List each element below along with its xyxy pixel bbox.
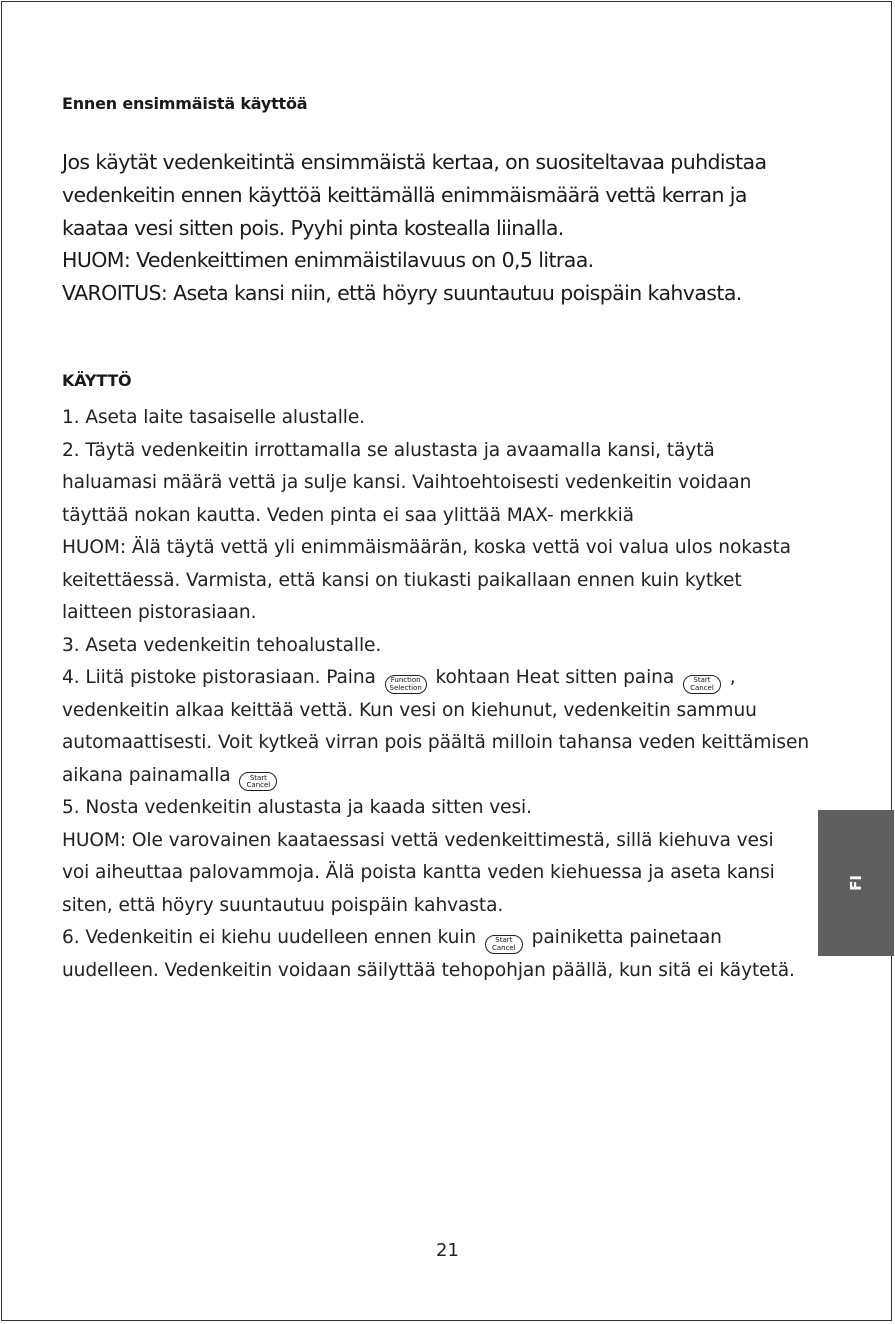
before-first-use-heading: Ennen ensimmäistä käyttöä [62,94,308,113]
button-icon-bottom-label: Selection [389,683,422,692]
usage-line-with-buttons [62,662,862,695]
usage-text-fragment: , [729,667,736,688]
language-tab-label: FI [846,875,865,891]
usage-line: 3. Aseta vedenkeitin tehoalustalle. [62,634,382,656]
usage-heading: KÄYTTÖ [62,371,132,390]
usage-text-fragment: painiketta painetaan [531,927,722,948]
usage-line: 2. Täytä vedenkeitin irrottamalla se alustasta ja avaamalla kansi, täytä [62,439,715,461]
usage-line: haluamasi määrä vettä ja sulje kansi. Vaihtoehtoisesti vedenkeitin voidaan [62,472,752,493]
usage-line-with-buttons [62,760,862,793]
start-cancel-button-icon [683,675,721,694]
usage-text [62,402,862,987]
page-number: 21 [436,1240,459,1261]
language-tab [818,810,894,956]
usage-text-fragment: kohtaan Heat sitten paina [435,667,675,688]
intro-line: VAROITUS: Aseta kansi niin, että höyry suuntautuu poispäin kahvasta. [62,281,742,306]
start-cancel-button-icon [239,772,277,791]
usage-line: laitteen pistorasiaan. [62,602,257,623]
usage-line: siten, että höyry suuntautuu poispäin kahvasta. [62,894,504,916]
usage-line: automaattisesti. Voit kytkeä virran pois päältä milloin tahansa veden keittämisen [62,732,810,753]
start-cancel-button-icon [485,935,523,954]
intro-line: vedenkeitin ennen käyttöä keittämällä enimmäismäärä vettä kerran ja [62,182,747,207]
before-first-use-text [62,146,822,310]
function-selection-button-icon [385,675,427,694]
usage-text-fragment: 6. Vedenkeitin ei kiehu uudelleen ennen kuin [62,927,477,948]
button-icon-bottom-label: Cancel [246,781,271,789]
usage-text-fragment: 4. Liitä pistoke pistorasiaan. Paina [62,667,376,688]
button-icon-top-label: Function [390,676,421,684]
usage-line: uudelleen. Vedenkeitin voidaan säilyttää tehopohjan päällä, kun sitä ei käytetä. [62,959,795,981]
usage-line: vedenkeitin alkaa keittää vettä. Kun vesi on kiehunut, vedenkeitin sammuu [62,699,757,721]
usage-line: keitettäessä. Varmista, että kansi on tiukasti paikallaan ennen kuin kytket [62,569,742,591]
usage-text-fragment: aikana painamalla [62,764,231,786]
button-icon-top-label: Start [693,676,711,684]
usage-line: 1. Aseta laite tasaiselle alustalle. [62,407,365,428]
intro-line: HUOM: Vedenkeittimen enimmäistilavuus on 0,5 litraa. [62,248,594,273]
usage-line: voi aiheuttaa palovammoja. Älä poista kantta veden kiehuessa ja aseta kansi [62,862,775,883]
intro-line: kaataa vesi sitten pois. Pyyhi pinta kostealla liinalla. [62,215,564,240]
button-icon-bottom-label: Cancel [690,683,714,692]
button-icon-top-label: Start [249,773,267,782]
usage-line: täyttää nokan kautta. Veden pinta ei saa ylittää MAX- merkkiä [62,504,634,526]
usage-line: 5. Nosta vedenkeitin alustasta ja kaada sitten vesi. [62,797,532,818]
usage-line-with-buttons [62,922,862,955]
button-icon-top-label: Start [495,936,513,944]
usage-line: HUOM: Ole varovainen kaataessasi vettä vedenkeittimestä, sillä kiehuva vesi [62,829,774,851]
usage-line: HUOM: Älä täytä vettä yli enimmäismäärän, koska vettä voi valua ulos nokasta [62,537,791,558]
intro-line: Jos käytät vedenkeitintä ensimmäistä kertaa, on suositeltavaa puhdistaa [62,150,767,174]
button-icon-bottom-label: Cancel [491,943,516,952]
